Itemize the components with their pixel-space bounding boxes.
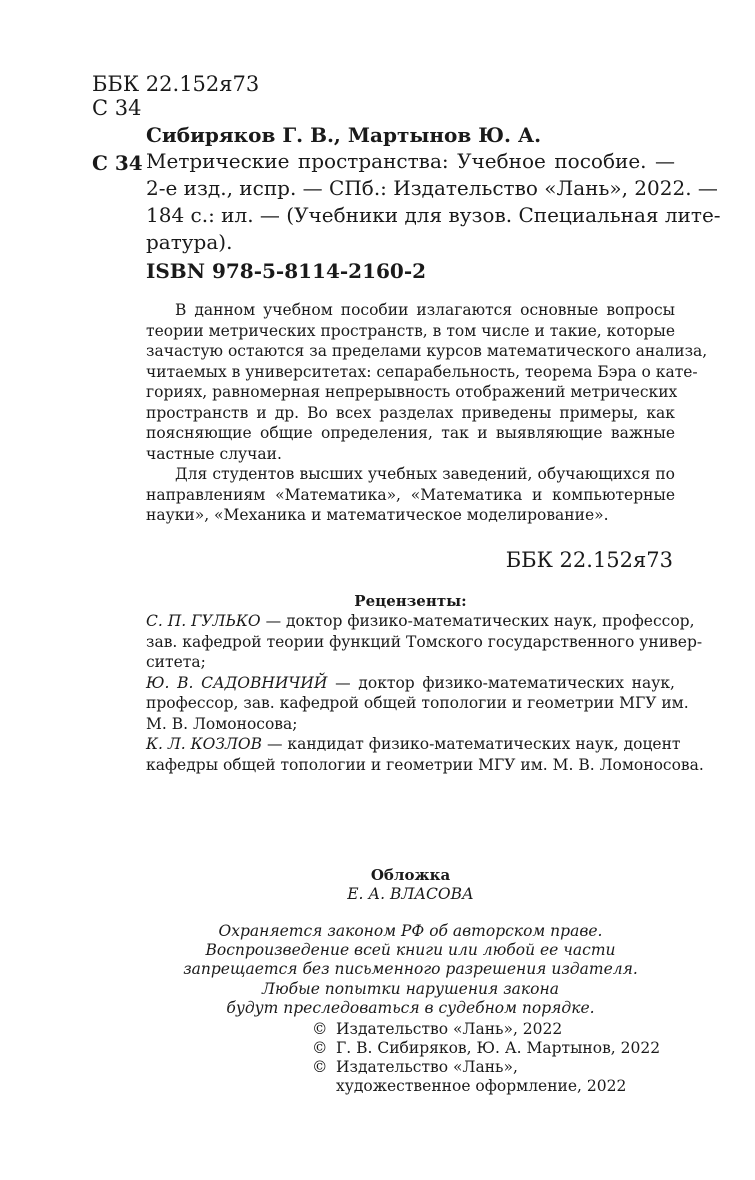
cover-title: Обложка xyxy=(370,866,451,884)
reviewer-2-line: М. В. Ломоносова; xyxy=(146,714,298,733)
copyright-holder-text: Издательство «Лань», 2022 xyxy=(336,1020,563,1038)
abstract-line: частные случаи. xyxy=(146,444,282,463)
cover-designer: Е. А. ВЛАСОВА xyxy=(347,885,474,903)
copyright-holder-text: Г. В. Сибиряков, Ю. А. Мартынов, 2022 xyxy=(336,1039,661,1057)
abstract-line: В данном учебном пособии излагаются основные вопросы xyxy=(175,301,675,319)
isbn: ISBN 978-5-8114-2160-2 xyxy=(146,259,427,283)
reviewer-2-title: — доктор физико-математических наук, xyxy=(327,673,675,692)
copyright-notice xyxy=(146,922,675,1018)
bbk-index: ББК 22.152я73 xyxy=(92,72,260,96)
reviewer-1-line xyxy=(146,611,695,632)
copyright-icon: © xyxy=(312,1039,328,1057)
reviewer-2-name: Ю. В. САДОВНИЧИЙ xyxy=(146,673,328,692)
abstract-line: науки», «Механика и математическое моделирование». xyxy=(146,506,609,524)
reviewers-list xyxy=(146,611,704,775)
copyright-holders xyxy=(312,1020,660,1096)
reviewer-1-name: С. П. ГУЛЬКО xyxy=(146,612,261,630)
bbk-classification-top xyxy=(92,72,259,120)
bibliographic-description xyxy=(146,148,721,256)
copyright-notice-line: запрещается без письменного разрешения издателя. xyxy=(183,960,638,979)
abstract-line: направлениям «Математика», «Математика и компьютерные xyxy=(146,485,675,504)
reviewers-title: Рецензенты: xyxy=(354,592,467,610)
copyright-holder-text: Издательство «Лань», xyxy=(336,1058,518,1076)
copyright-holder xyxy=(312,1039,660,1058)
reviewer-1-line: зав. кафедрой теории функций Томского государственного универ- xyxy=(146,632,703,651)
reviewer-1-title: — доктор физико-математических наук, профессор, xyxy=(260,612,695,630)
abstract-line: зачастую остаются за пределами курсов математического анализа, xyxy=(146,342,708,360)
reviewer-2-line xyxy=(146,673,675,694)
copyright-notice-line: Воспроизведение всей книги или любой ее части xyxy=(205,941,616,960)
reviewer-3-title: — кандидат физико-математических наук, доцент xyxy=(262,735,681,753)
copyright-notice-line: будут преследоваться в судебном порядке. xyxy=(226,998,595,1017)
abstract-line: читаемых в университетах: сепарабельность, теорема Бэра о кате- xyxy=(146,362,698,381)
reviewer-3-line: кафедры общей топологии и геометрии МГУ им. М. В. Ломоносова. xyxy=(146,755,704,774)
reviewer-2-line: профессор, зав. кафедрой общей топологии и геометрии МГУ им. xyxy=(146,694,689,712)
abstract-line: поясняющие общие определения, так и выявляющие важные xyxy=(146,424,675,442)
copyright-holder-continuation: художественное оформление, 2022 xyxy=(336,1077,627,1095)
bbk-classification-bottom: ББК 22.152я73 xyxy=(505,548,673,572)
abstract xyxy=(146,300,708,526)
reviewer-3-line xyxy=(146,734,681,755)
copyright-holder xyxy=(312,1058,660,1077)
author-mark: С 34 xyxy=(92,96,142,120)
author-mark-left: С 34 xyxy=(92,151,143,175)
abstract-line: теории метрических пространств, в том числе и такие, которые xyxy=(146,321,675,340)
biblio-line: ратура). xyxy=(146,230,233,254)
abstract-line: Для студентов высших учебных заведений, обучающихся по xyxy=(175,465,675,483)
biblio-line: 2-е изд., испр. — СПб.: Издательство «Лань», 2022. — xyxy=(146,176,718,200)
abstract-line: пространств и др. Во всех разделах приведены примеры, как xyxy=(146,403,675,422)
biblio-line: Метрические пространства: Учебное пособие. — xyxy=(146,149,675,173)
copyright-notice-line: Любые попытки нарушения закона xyxy=(262,979,559,998)
copyright-notice-line: Охраняется законом РФ об авторском праве. xyxy=(218,922,603,940)
copyright-icon: © xyxy=(312,1058,328,1076)
copyright-holder xyxy=(312,1020,660,1039)
reviewer-1-line: ситета; xyxy=(146,653,206,671)
copyright-icon: © xyxy=(312,1020,328,1038)
reviewer-3-name: К. Л. КОЗЛОВ xyxy=(146,735,263,753)
abstract-line: гориях, равномерная непрерывность отображений метрических xyxy=(146,383,678,401)
authors-heading: Сибиряков Г. В., Мартынов Ю. А. xyxy=(146,123,542,147)
biblio-line: 184 с.: ил. — (Учебники для вузов. Специальная лите- xyxy=(146,203,721,227)
